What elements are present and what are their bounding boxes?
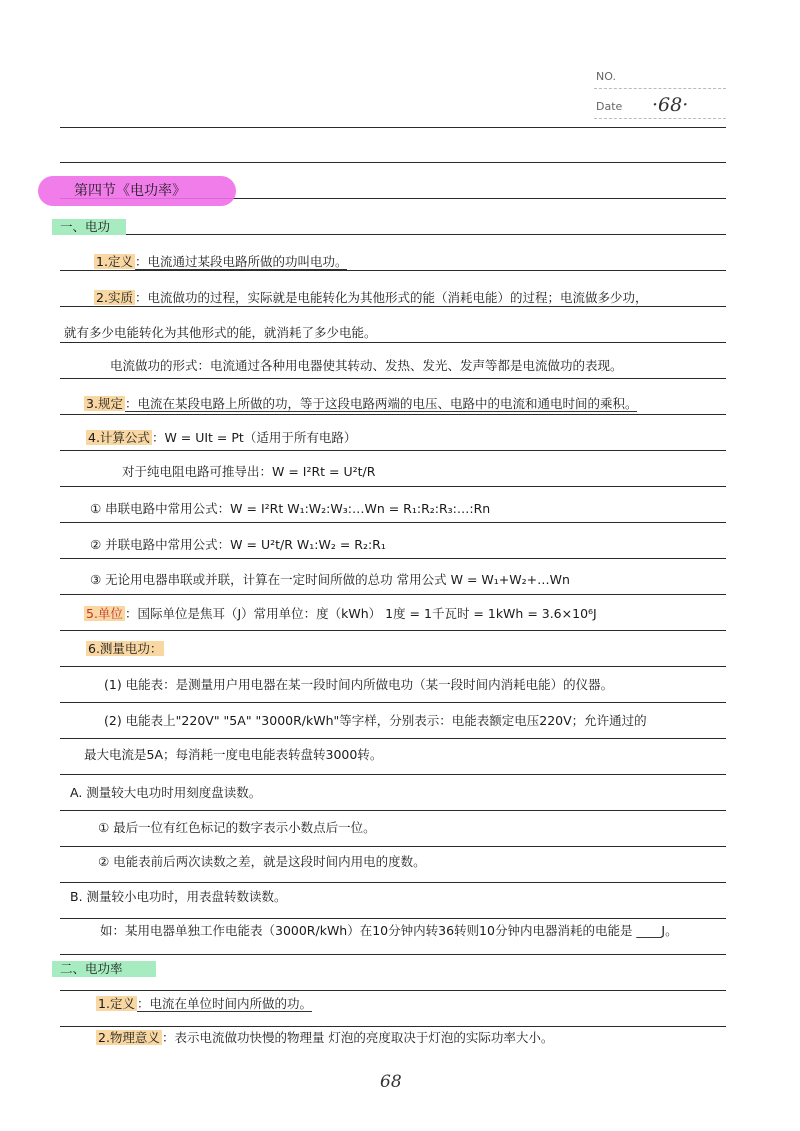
page-title: 第四节《电功率》 (74, 183, 186, 199)
nature-continued: 就有多少电能转化为其他形式的能，就消耗了多少电能。 (64, 325, 377, 340)
series-formula: ① 串联电路中常用公式：W = I²Rt W₁:W₂:W₃:…Wn = R₁:R₂:R₃:…:Rn (90, 501, 491, 516)
power-definition: 1.定义 ：电流在单位时间内所做的功。 (98, 996, 312, 1011)
method-a: A. 测量较大电功时用刻度盘读数。 (70, 785, 262, 800)
page-number: 68 (380, 1072, 402, 1092)
method-a-point1: ① 最后一位有红色标记的数字表示小数点后一位。 (98, 820, 376, 835)
example-question: 如：某用电器单独工作电能表（3000R/kWh）在10分钟内转36转则10分钟内电器消耗的电能是 ____J。 (100, 923, 678, 938)
definition-line: 1.定义 ：电流通过某段电路所做的功叫电功。 (96, 254, 348, 269)
measure-heading: 6.测量电功： (88, 641, 163, 656)
parallel-formula: ② 并联电路中常用公式：W = U²t/R W₁:W₂ = R₂:R₁ (90, 537, 386, 552)
nature-line: 2.实质 ：电流做功的过程，实际就是电能转化为其他形式的能（消耗电能）的过程；电流做多少功， (96, 290, 648, 305)
method-b: B. 测量较小电功时，用表盘转数读数。 (70, 889, 287, 904)
total-work-formula: ③ 无论用电器串联或并联，计算在一定时间所做的总功 常用公式 W = W₁+W₂+…Wn (90, 572, 570, 587)
method-a-point2: ② 电能表前后两次读数之差，就是这段时间内用电的度数。 (98, 854, 426, 869)
date-value: ·68· (652, 94, 689, 116)
unit-line: 5.单位 ：国际单位是焦耳（J）常用单位：度（kWh） 1度 = 1千瓦时 = 1kWh = 3.6×10⁶J (86, 606, 597, 621)
formula-line: 4.计算公式 ：W = UIt = Pt（适用于所有电路） (88, 430, 357, 445)
number-line (594, 88, 726, 89)
section1-heading: 一、电功 (60, 219, 111, 234)
date-line (594, 118, 726, 119)
work-forms: 电流做功的形式：电流通过各种用电器使其转动、发热、发光、发声等都是电流做功的表现。 (110, 358, 623, 373)
formula-derived: 对于纯电阻电路可推导出：W = I²Rt = U²t/R (122, 464, 376, 479)
date-label: Date (596, 100, 623, 113)
meter-definition: (1) 电能表：是测量用户用电器在某一段时间内所做电功（某一段时间内消耗电能）的仪器。 (104, 677, 614, 692)
number-label: NO. (596, 70, 616, 83)
meter-marking: (2) 电能表上"220V" "5A" "3000R/kWh"等字样，分别表示：电能表额定电压220V；允许通过的 (104, 713, 647, 728)
power-meaning: 2.物理意义 ：表示电流做功快慢的物理量 灯泡的亮度取决于灯泡的实际功率大小。 (98, 1030, 554, 1045)
meter-marking-continued: 最大电流是5A；每消耗一度电电能表转盘转3000转。 (84, 747, 383, 762)
section2-heading: 二、电功率 (60, 961, 123, 976)
rule-line: 3.规定 ：电流在某段电路上所做的功，等于这段电路两端的电压、电路中的电流和通电时间的乘积。 (86, 396, 638, 411)
